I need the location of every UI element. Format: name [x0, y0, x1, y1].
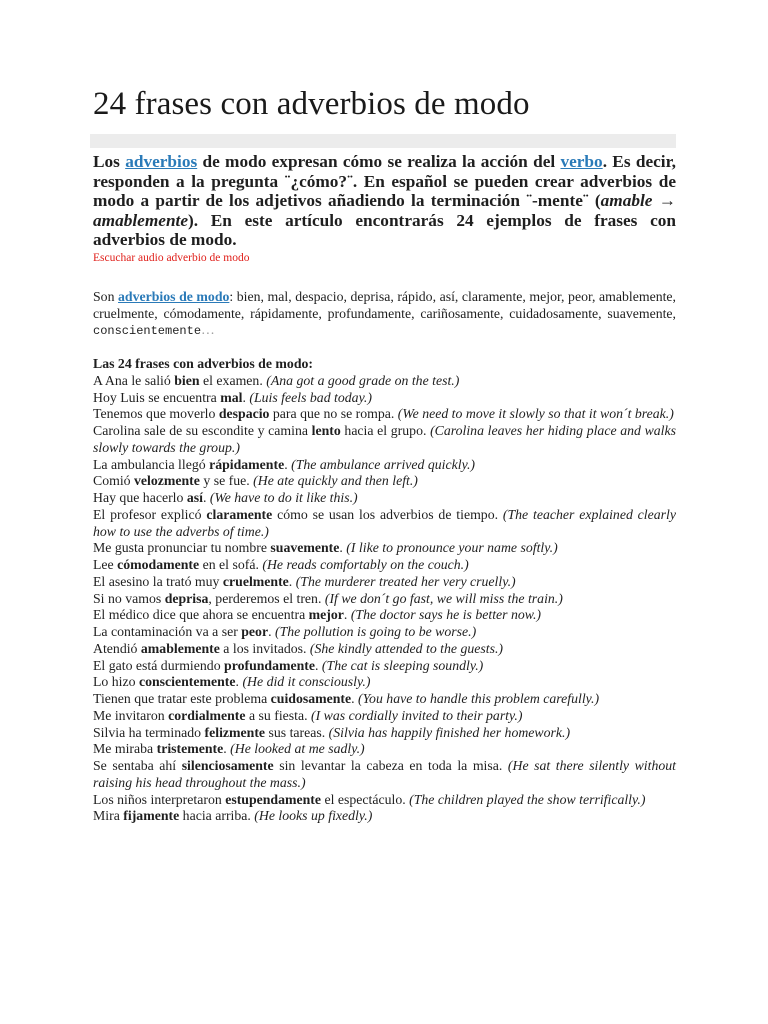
sentence-translation: (The doctor says he is better now.)	[350, 607, 542, 623]
sentence-pre: Se sentaba ahí	[93, 758, 182, 773]
sentence-post: y se fue.	[199, 473, 254, 489]
sentence-pre: Comió	[93, 473, 135, 489]
sentence-pre: La ambulancia llegó	[93, 456, 210, 472]
sentence-translation: (We need to move it slowly so that it won´t break.)	[397, 406, 674, 422]
sentence-translation: (He reads comfortably on the couch.)	[262, 557, 469, 572]
sentence-translation: (He looks up fixedly.)	[254, 808, 373, 824]
sentence	[93, 607, 676, 624]
sentence-adverb: estupendamente	[225, 791, 322, 807]
sentence-translation: (The children played the show terrifically.)	[409, 791, 646, 807]
sentence-post: , perderemos el tren.	[208, 590, 325, 606]
sentence-adverb: mal	[220, 389, 243, 405]
sentence-translation: (The pollution is going to be worse.)	[274, 624, 477, 639]
adverb-list-paragraph	[93, 289, 676, 340]
sentence-adverb: lento	[311, 423, 341, 438]
sentence	[93, 390, 676, 407]
sentence-post: .	[223, 741, 231, 757]
sentence	[93, 473, 676, 490]
sentence-adverb: fijamente	[123, 808, 180, 824]
sentence-pre: Tienen que tratar este problema	[93, 691, 271, 706]
sentence-post: .	[235, 674, 243, 690]
sentence-adverb: cordialmente	[168, 707, 246, 723]
sentence-translation: (The ambulance arrived quickly.)	[291, 456, 476, 472]
sentence	[93, 758, 676, 792]
sentence	[93, 674, 676, 691]
sentence-pre: Carolina sale de su escondite y camina	[93, 423, 312, 438]
sentence-pre: Hoy Luis se encuentra	[93, 389, 221, 405]
intro-text-3: . Es decir, responden a la pregunta ¨¿cómo?¨. En español se pueden crear adverbios de modo a partir de los adjetivos añadiendo la terminación ¨-mente¨ (	[93, 152, 676, 210]
sentence-adverb: velozmente	[134, 473, 200, 489]
sentence-post: hacia arriba.	[179, 808, 255, 824]
verbo-link[interactable]: verbo	[560, 152, 603, 171]
sentence-list	[93, 373, 676, 825]
intro-text-1: Los	[93, 152, 126, 171]
sentence-post: .	[202, 490, 210, 505]
sentence-translation: (We have to do it like this.)	[209, 490, 358, 505]
sentence-post: el espectáculo.	[321, 791, 410, 807]
sentence-adverb: felizmente	[204, 724, 266, 740]
sentence-post: cómo se usan los adverbios de tiempo.	[272, 506, 503, 522]
sentence-adverb: suavemente	[270, 540, 340, 556]
sentence-adverb: peor	[241, 624, 269, 639]
sentence	[93, 457, 676, 474]
sentence	[93, 708, 676, 725]
sentence-post: hacia el grupo.	[340, 423, 431, 438]
sentence-translation: (If we don´t go fast, we will miss the train.)	[324, 590, 563, 606]
sentence-pre: Silvia ha terminado	[93, 724, 205, 740]
sentence-translation: (I like to pronounce your name softly.)	[346, 540, 558, 556]
sentence-pre: Tenemos que moverlo	[93, 406, 219, 422]
sentence-pre: Me miraba	[93, 741, 157, 757]
list-ellipsis: …	[201, 322, 215, 338]
list-text-1: Son	[93, 289, 119, 304]
sentence-pre: Si no vamos	[93, 590, 165, 606]
sentence	[93, 741, 676, 758]
sentence-translation: (The teacher explained clearly how to use the adverbs of time.)	[93, 506, 676, 539]
sentence-post: .	[268, 624, 275, 639]
sentence-translation: (Luis feels bad today.)	[249, 389, 372, 405]
sentence	[93, 808, 676, 825]
sentence-post: el examen.	[199, 372, 267, 388]
sentence-adverb: bien	[174, 372, 200, 388]
sentence-translation: (You have to handle this problem carefully.)	[358, 691, 600, 706]
sentence	[93, 423, 676, 457]
sentence-adverb: silenciosamente	[181, 758, 274, 773]
sentence-translation: (She kindly attended to the guests.)	[309, 640, 504, 656]
sentence-pre: Lo hizo	[93, 674, 139, 690]
sentence-post: .	[315, 657, 322, 673]
sentence	[93, 373, 676, 390]
sentence-pre: El médico dice que ahora se encuentra	[93, 607, 309, 623]
sentence-translation: (Silvia has happily finished her homework.)	[328, 724, 571, 740]
sentence	[93, 691, 676, 708]
sentence-translation: (He did it consciously.)	[242, 674, 371, 690]
sentence-post: a su fiesta.	[245, 707, 312, 723]
intro-text-4: ). En este artículo encontrarás 24 ejemplos de frases con adverbios de modo.	[93, 210, 676, 249]
sentence-post: en el sofá.	[199, 557, 263, 572]
list-text-mono: conscientemente	[93, 324, 202, 339]
sentence	[93, 406, 676, 423]
sentence-pre: La contaminación va a ser	[93, 624, 242, 639]
sentence-adverb: profundamente	[224, 657, 316, 673]
list-text-2: : bien, mal, despacio, deprisa, rápido, así, claramente, mejor, peor, amablemente, cruelmente, cómodamente, rápidamente, profundamente, cariñosamente, cuidadosamente, suavemente,	[93, 289, 677, 321]
sentence-post: .	[284, 456, 292, 472]
sentence-post: para que no se rompa.	[269, 406, 398, 422]
sentence-translation: (He looked at me sadly.)	[230, 741, 365, 757]
sentence-post: .	[242, 389, 250, 405]
sentence	[93, 658, 676, 675]
intro-paragraph	[93, 152, 676, 250]
intro-text-2: de modo expresan cómo se realiza la acción del	[197, 152, 561, 171]
sentence-pre: Me invitaron	[93, 707, 169, 723]
adverbios-de-modo-link[interactable]: adverbios de modo	[118, 289, 230, 304]
sentence	[93, 507, 676, 541]
sentence	[93, 725, 676, 742]
sentence-adverb: tristemente	[156, 741, 224, 757]
sentence-translation: (I was cordially invited to their party.)	[311, 707, 523, 723]
sentence	[93, 641, 676, 658]
audio-link[interactable]: Escuchar audio adverbio de modo	[93, 252, 250, 264]
sentence-post: .	[288, 573, 296, 589]
adverbios-link[interactable]: adverbios	[125, 152, 198, 171]
sentence-pre: El profesor explicó	[93, 506, 207, 522]
sentences-section	[93, 356, 676, 825]
sentence-adverb: deprisa	[164, 590, 209, 606]
sentence-adverb: cruelmente	[222, 573, 289, 589]
sentence-post: a los invitados.	[219, 640, 310, 656]
sentence-adverb: conscientemente	[138, 674, 236, 690]
sentence-translation: (He sat there silently without raising his head throughout the mass.)	[93, 758, 676, 790]
sentence-post: sin levantar la cabeza en toda la misa.	[273, 758, 508, 773]
sentence-adverb: cuidosamente	[270, 691, 352, 706]
sentence-pre: Hay que hacerlo	[93, 490, 187, 505]
sentence	[93, 490, 676, 507]
sentence	[93, 792, 676, 809]
sentence-translation: (Ana got a good grade on the test.)	[266, 372, 460, 388]
sentence-adverb: amablemente	[140, 640, 220, 656]
sentence-pre: Mira	[93, 808, 124, 824]
sentence-adverb: despacio	[218, 406, 270, 422]
sentence-pre: Me gusta pronunciar tu nombre	[93, 540, 271, 556]
sentence-post: .	[351, 691, 359, 706]
sentence-post: .	[339, 540, 347, 556]
sentence-adverb: así	[186, 490, 203, 505]
page-title: 24 frases con adverbios de modo	[93, 86, 530, 122]
sentence-translation: (The murderer treated her very cruelly.)	[295, 573, 516, 589]
sentence-post: sus tareas.	[265, 724, 329, 740]
title-divider	[90, 134, 676, 148]
sentence	[93, 540, 676, 557]
sentence-pre: Lee	[93, 557, 118, 572]
sentences-heading: Las 24 frases con adverbios de modo:	[93, 356, 313, 371]
sentence-adverb: rápidamente	[209, 456, 285, 472]
sentence-adverb: claramente	[206, 506, 273, 522]
sentence-pre: El asesino la trató muy	[93, 573, 223, 589]
sentence	[93, 624, 676, 641]
sentence-adverb: cómodamente	[117, 557, 200, 572]
sentence-pre: A Ana le salió	[93, 372, 175, 388]
sentence-pre: Los niños interpretaron	[93, 791, 226, 807]
sentence	[93, 574, 676, 591]
intro-example: amable → amablemente	[93, 191, 677, 230]
sentence	[93, 591, 676, 608]
sentence-translation: (He ate quickly and then left.)	[253, 473, 418, 489]
sentence-pre: Atendió	[93, 640, 141, 656]
sentence	[93, 557, 676, 574]
sentence-adverb: mejor	[308, 607, 344, 623]
sentence-post: .	[343, 607, 351, 623]
sentence-translation: (The cat is sleeping soundly.)	[321, 657, 484, 673]
sentence-pre: El gato está durmiendo	[93, 657, 225, 673]
sentence-translation: (Carolina leaves her hiding place and walks slowly towards the group.)	[93, 423, 676, 455]
